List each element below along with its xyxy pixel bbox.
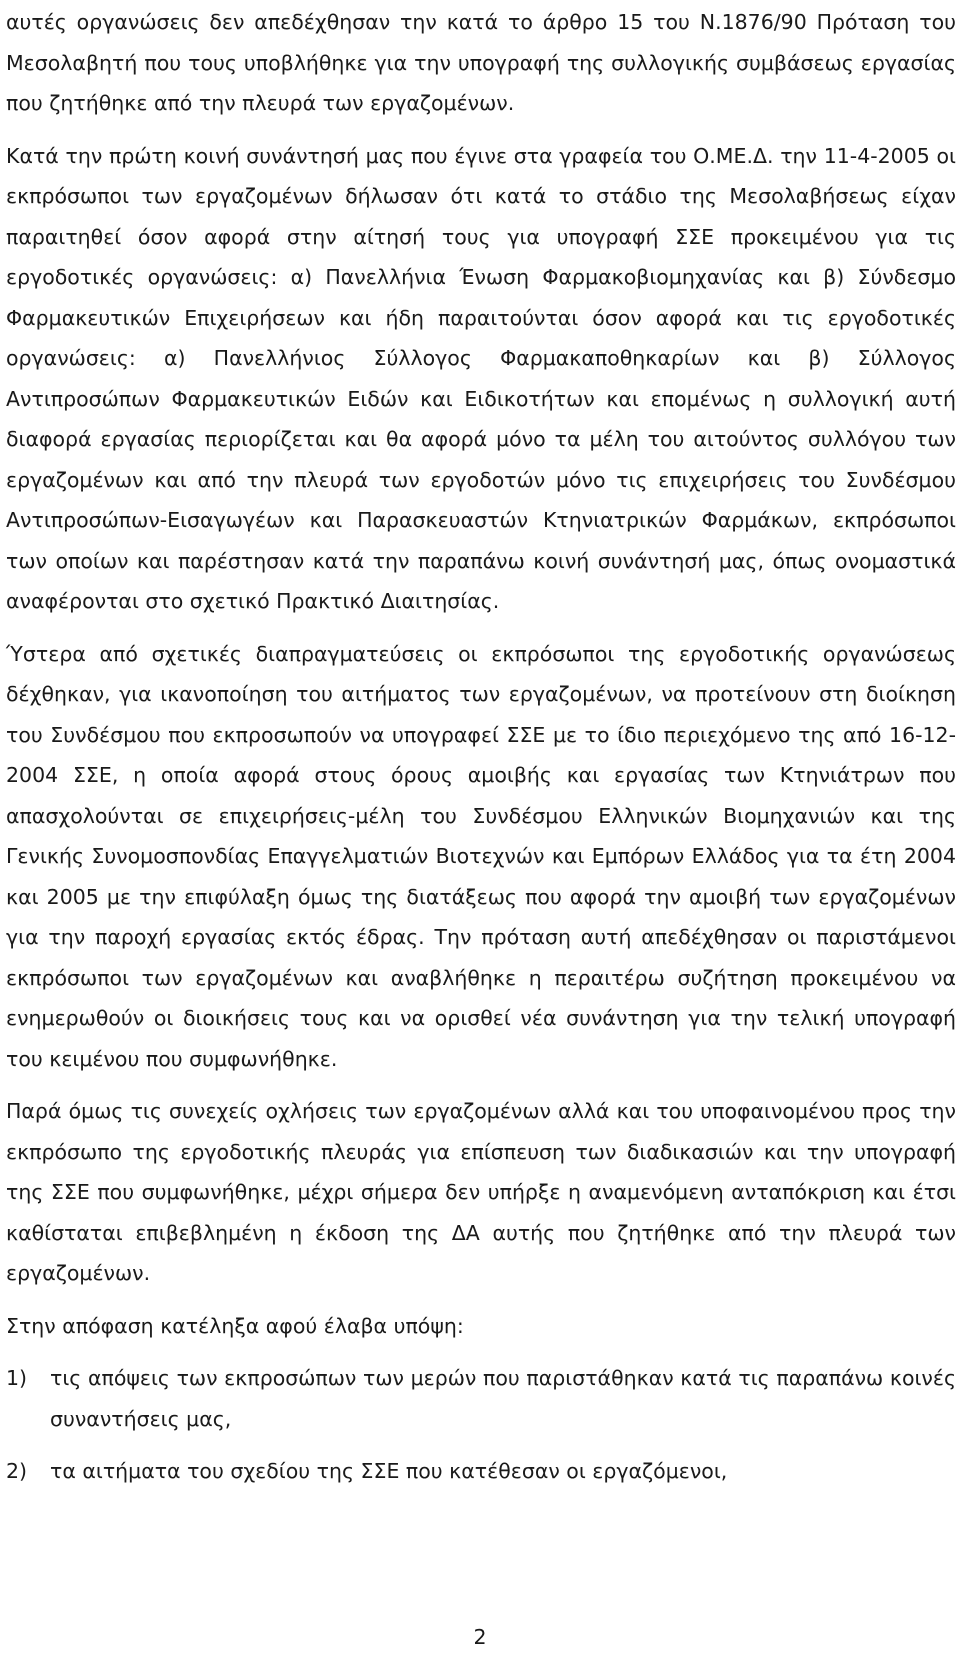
list-item-text: τις απόψεις των εκπροσώπων των μερών που παριστάθηκαν κατά τις παραπάνω κοινές συναντήσεις μας, xyxy=(50,1366,956,1431)
list-marker: 2) xyxy=(6,1459,28,1483)
list-item-text: τα αιτήματα του σχεδίου της ΣΣΕ που κατέθεσαν οι εργαζόμενοι, xyxy=(50,1459,728,1483)
paragraph-no-response: Παρά όμως τις συνεχείς οχλήσεις των εργαζομένων αλλά και του υποφαινομένου προς την εκπρόσωπο της εργοδοτικής πλευράς για επίσπευση των διαδικασιών και την υπογραφή της ΣΣΕ που συμφωνήθηκε, μέχρι σήμερα δεν υπήρξε η αναμενόμενη ανταπόκριση και έτσι καθίσταται επιβεβλημένη η έκδοση της ΔΑ αυτής που ζητήθηκε από την πλευρά των εργαζομένων. xyxy=(6,1099,956,1285)
list-marker: 1) xyxy=(6,1366,28,1390)
paragraph-decision-intro: Στην απόφαση κατέληξα αφού έλαβα υπόψη: xyxy=(6,1313,464,1338)
paragraph-first-meeting: Κατά την πρώτη κοινή συνάντησή μας που έγινε στα γραφεία του Ο.ΜΕ.Δ. την 11-4-2005 οι εκπρόσωποι των εργαζομένων δήλωσαν ότι κατά το στάδιο της Μεσολαβήσεως είχαν παραιτηθεί όσον αφορά στην αίτησή τους για υπογραφή ΣΣΕ προκειμένου για τις εργοδοτικές οργανώσεις: α) Πανελλήνια Ένωση Φαρμακοβιομηχανίας και β) Σύνδεσμο Φαρμακευτικών Επιχειρήσεων και ήδη παραιτούνται όσον αφορά και τις εργοδοτικές οργανώσεις: α) Πανελλήνιος Σύλλογος Φαρμακαποθηκαρίων και β) Σύλλογος Αντιπροσώπων Φαρμακευτικών Ειδών και Ειδικοτήτων και επομένως η συλλογική αυτή διαφορά εργασίας περιορίζεται και θα αφορά μόνο τα μέλη του αιτούντος συλλόγου των εργαζομένων και από την πλευρά των εργοδοτών μόνο τις επιχειρήσεις του Συνδέσμου Αντιπροσώπων-Εισαγωγέων και Παρασκευαστών Κτηνιατρικών Φαρμάκων, εκπρόσωποι των οποίων και παρέστησαν κατά την παραπάνω κοινή συνάντησή μας, όπως ονομαστικά αναφέρονται στο σχετικό Πρακτικό Διαιτησίας. xyxy=(6,143,956,613)
page-number: 2 xyxy=(473,1625,487,1649)
list-item xyxy=(6,1358,956,1439)
document-body xyxy=(6,2,956,1492)
paragraph-continuation: αυτές οργανώσεις δεν απεδέχθησαν την κατά το άρθρο 15 του Ν.1876/90 Πρόταση του Μεσολαβητή που τους υποβλήθηκε για την υπογραφή της συλλογικής συμβάσεως εργασίας που ζητήθηκε από την πλευρά των εργαζομένων. xyxy=(6,10,956,115)
paragraph-negotiations: Ύστερα από σχετικές διαπραγματεύσεις οι εκπρόσωποι της εργοδοτικής οργανώσεως δέχθηκαν, για ικανοποίηση του αιτήματος των εργαζομένων, να προτείνουν στη διοίκηση του Συνδέσμου που εκπροσωπούν να υπογραφεί ΣΣΕ με το ίδιο περιεχόμενο της από 16-12-2004 ΣΣΕ, η οποία αφορά στους όρους αμοιβής και εργασίας των Κτηνιάτρων που απασχολούνται σε επιχειρήσεις-μέλη του Συνδέσμου Ελληνικών Βιομηχανιών και της Γενικής Συνομοσπονδίας Επαγγελματιών Βιοτεχνών και Εμπόρων Ελλάδος για τα έτη 2004 και 2005 με την επιφύλαξη όμως της διατάξεως που αφορά την αμοιβή των εργαζομένων για την παροχή εργασίας εκτός έδρας. Την πρόταση αυτή απεδέχθησαν οι παριστάμενοι εκπρόσωποι των εργαζομένων και αναβλήθηκε η περαιτέρω συζήτηση προκειμένου να ενημερωθούν οι διοικήσεις τους και να ορισθεί νέα συνάντηση για την τελική υπογραφή του κειμένου που συμφωνήθηκε. xyxy=(6,641,956,1071)
list-item xyxy=(6,1451,956,1492)
